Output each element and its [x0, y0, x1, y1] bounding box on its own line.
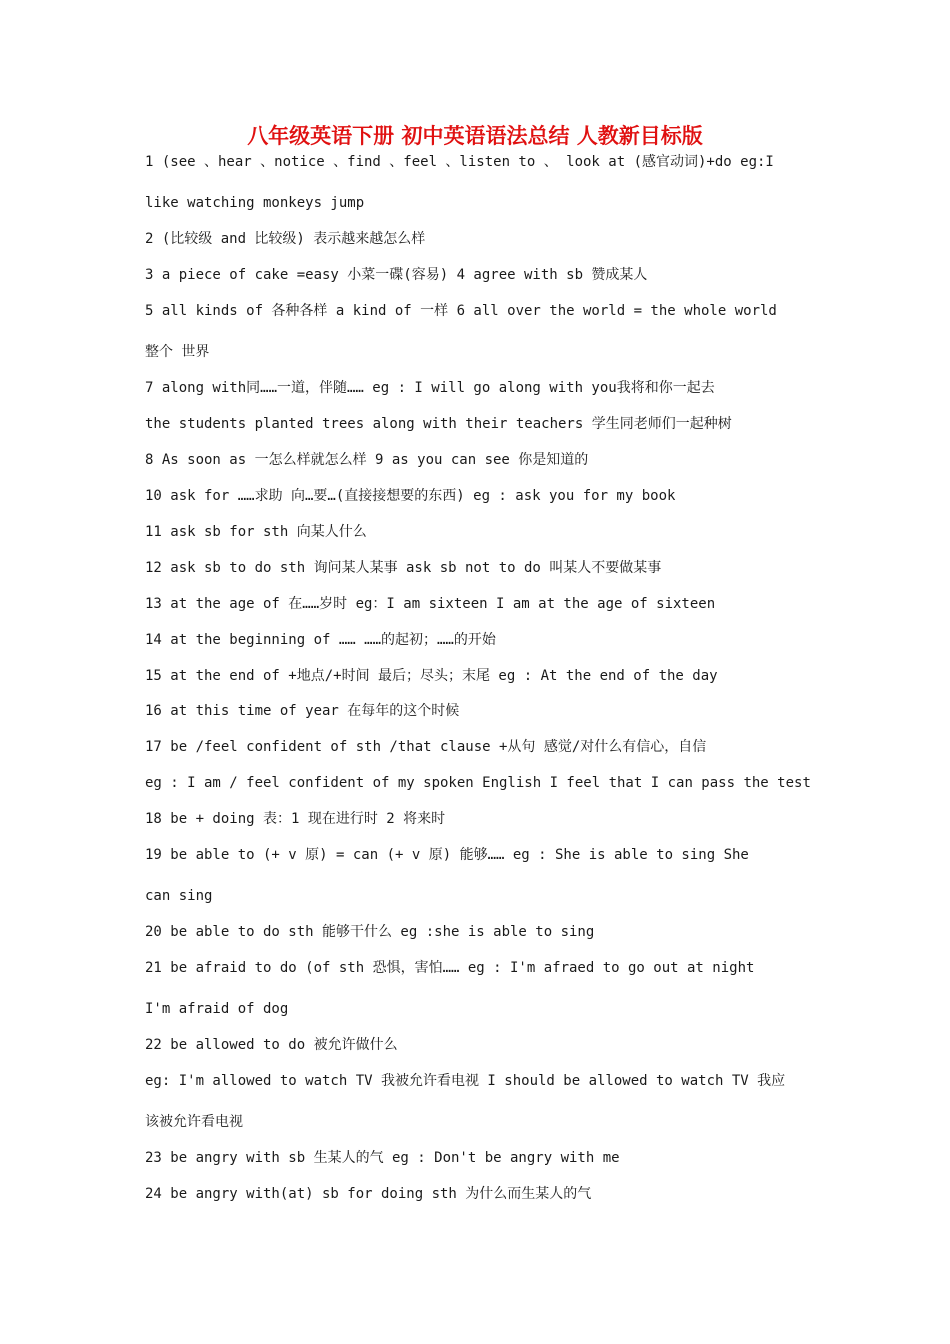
text-line: eg: I'm allowed to watch TV 我被允许看电视 I should be allowed to watch TV 我应 — [145, 1073, 786, 1089]
text-line: like watching monkeys jump — [145, 195, 365, 211]
text-line: 16 at this time of year 在每年的这个时候 — [145, 703, 460, 719]
text-line: 13 at the age of 在……岁时 eg：I am sixteen I am at the age of sixteen — [145, 596, 716, 612]
text-line: 1 (see 、hear 、notice 、find 、feel 、listen to 、 look at (感官动词)+do eg:I — [145, 154, 774, 170]
text-line: 17 be /feel confident of sth /that clause +从句 感觉/对什么有信心，自信 — [145, 739, 707, 755]
document-title: 八年级英语下册 初中英语语法总结 人教新目标版 — [247, 123, 703, 148]
text-line: 19 be able to (+ v 原) = can (+ v 原) 能够…… eg : She is able to sing She — [145, 847, 749, 863]
text-line: 5 all kinds of 各种各样 a kind of 一样 6 all over the world = the whole world — [145, 303, 777, 319]
text-line: 20 be able to do sth 能够干什么 eg :she is able to sing — [145, 924, 595, 940]
text-line: 21 be afraid to do (of sth 恐惧，害怕…… eg : I'm afraed to go out at night — [145, 960, 755, 976]
text-line: can sing — [145, 888, 213, 904]
text-line: 12 ask sb to do sth 询问某人某事 ask sb not to do 叫某人不要做某事 — [145, 560, 662, 576]
text-line: eg : I am / feel confident of my spoken English I feel that I can pass the test — [145, 775, 811, 791]
text-line: 18 be + doing 表：1 现在进行时 2 将来时 — [145, 811, 446, 827]
text-line: 14 at the beginning of …… ……的起初；……的开始 — [145, 632, 496, 648]
text-line: 15 at the end of +地点/+时间 最后；尽头；末尾 eg : At the end of the day — [145, 668, 718, 684]
text-line: 2 (比较级 and 比较级) 表示越来越怎么样 — [145, 231, 426, 247]
text-line: I'm afraid of dog — [145, 1001, 289, 1017]
text-line: 22 be allowed to do 被允许做什么 — [145, 1037, 398, 1053]
text-line: 8 As soon as 一怎么样就怎么样 9 as you can see 你是知道的 — [145, 452, 589, 468]
text-line: 整个 世界 — [145, 344, 210, 360]
text-line: 该被允许看电视 — [145, 1114, 243, 1130]
text-line: 23 be angry with sb 生某人的气 eg : Don't be angry with me — [145, 1150, 620, 1166]
text-line: 7 along with同……一道，伴随…… eg : I will go along with you我将和你一起去 — [145, 380, 715, 396]
text-line: 10 ask for ……求助 向…要…(直接接想要的东西) eg : ask you for my book — [145, 488, 676, 504]
text-line: the students planted trees along with their teachers 学生同老师们一起种树 — [145, 416, 732, 432]
text-line: 3 a piece of cake =easy 小菜一碟(容易) 4 agree with sb 赞成某人 — [145, 267, 648, 283]
text-line: 11 ask sb for sth 向某人什么 — [145, 524, 367, 540]
text-line: 24 be angry with(at) sb for doing sth 为什么而生某人的气 — [145, 1186, 592, 1202]
